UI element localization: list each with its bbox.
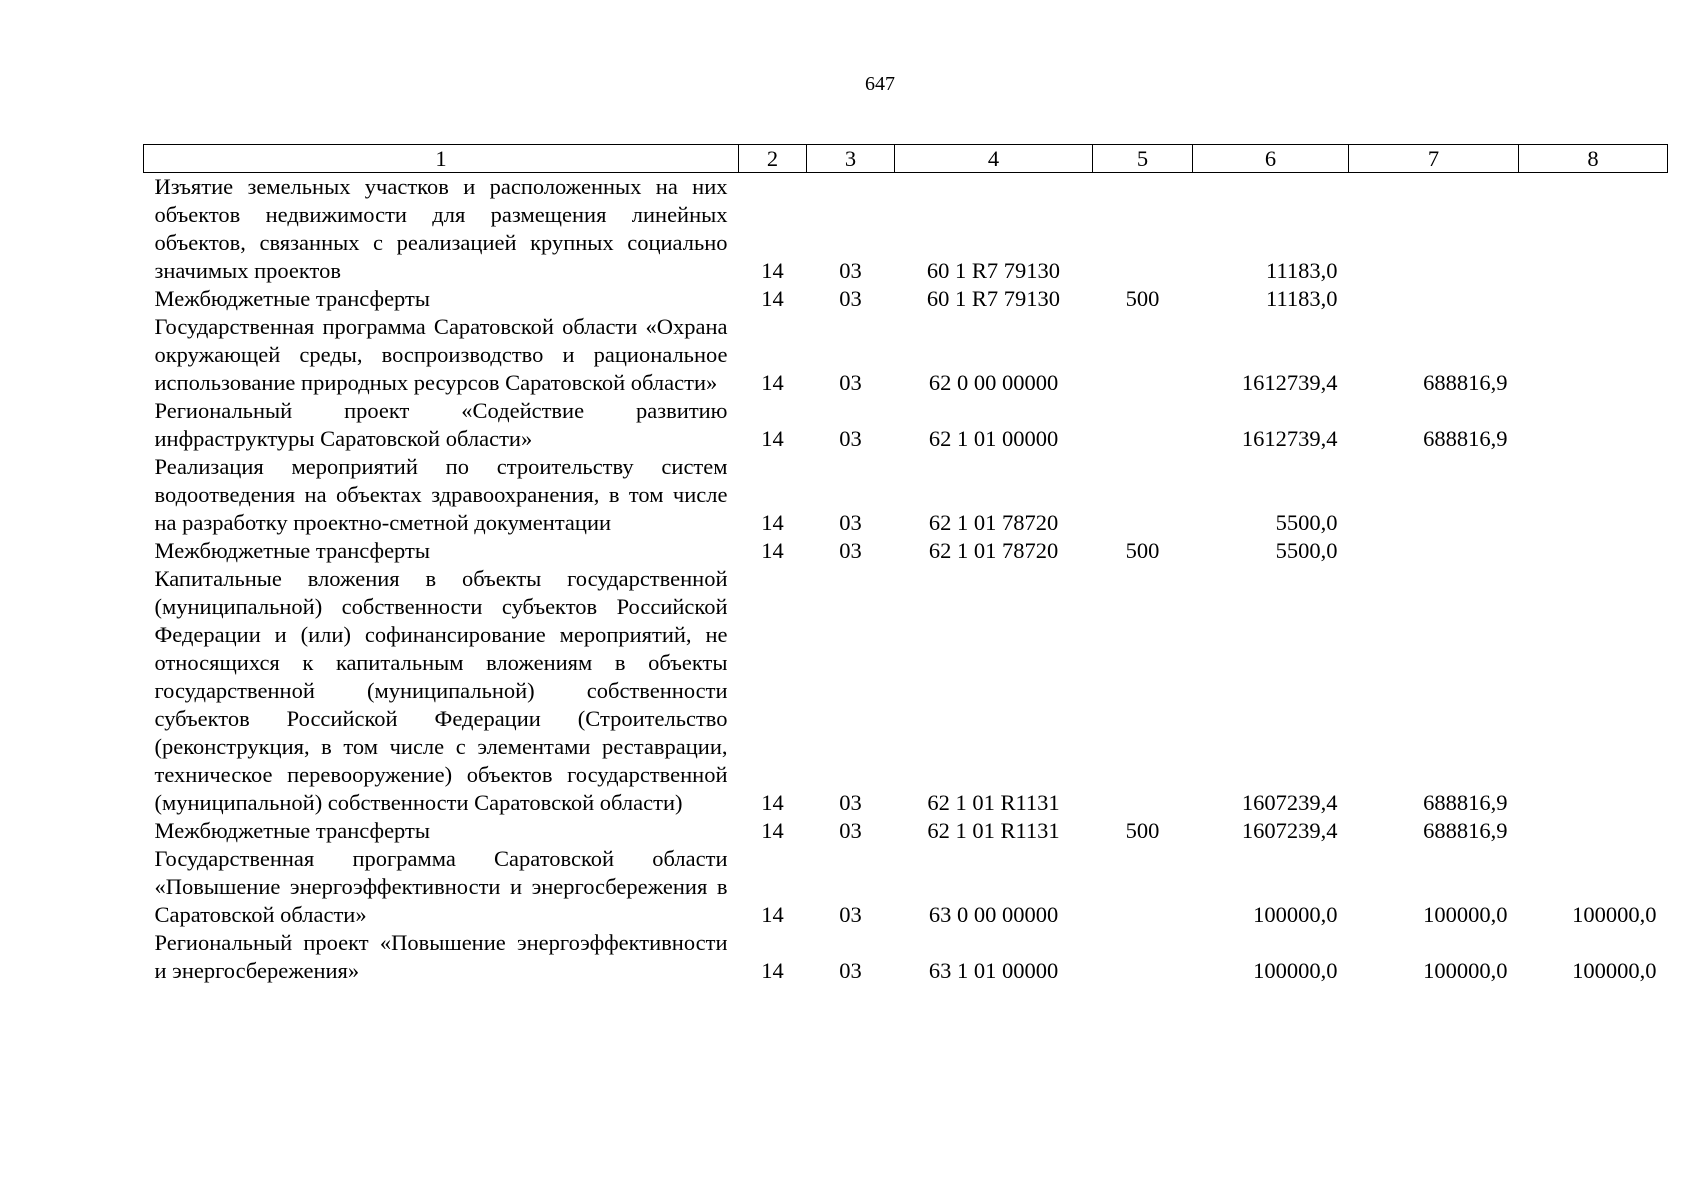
row-section: 14 [761, 426, 784, 451]
row-amount-8 [1519, 565, 1668, 817]
header-row [144, 145, 1668, 173]
row-expense-type [1093, 929, 1193, 985]
row-amount-7: 100000,0 [1423, 902, 1508, 927]
row-target-code: 62 0 00 00000 [928, 370, 1059, 395]
budget-table [143, 144, 1668, 985]
row-amount-8 [1519, 313, 1668, 397]
row-amount-7 [1349, 537, 1519, 565]
header-col-3: 3 [807, 145, 895, 173]
table-row [144, 845, 1668, 929]
row-section: 14 [761, 902, 784, 927]
row-target-code: 60 1 R7 79130 [926, 286, 1061, 311]
row-target-code: 63 0 00 00000 [928, 902, 1059, 927]
row-amount-8 [1519, 173, 1668, 286]
row-amount-8 [1519, 285, 1668, 313]
row-amount-6: 1612739,4 [1241, 426, 1338, 451]
row-amount-8 [1519, 537, 1668, 565]
row-amount-7: 688816,9 [1423, 370, 1508, 395]
row-subsection: 03 [839, 426, 862, 451]
row-section: 14 [761, 510, 784, 535]
table-header [144, 145, 1668, 173]
row-target-code: 63 1 01 00000 [928, 958, 1059, 983]
row-subsection: 03 [839, 818, 862, 843]
row-section: 14 [761, 958, 784, 983]
table-body [144, 173, 1668, 986]
row-name: Изъятие земельных участков и расположенных на них объектов недвижимости для размещения линейных объектов, связанных с реализацией крупных социально значимых проектов [154, 174, 728, 283]
row-target-code: 62 1 01 R1131 [927, 790, 1060, 815]
table-row [144, 929, 1668, 985]
row-expense-type [1093, 845, 1193, 929]
row-name: Капитальные вложения в объекты государственной (муниципальной) собственности субъектов Российской Федерации и (или) софинансирование мероприятий, не относящихся к капитальным вложениям в объекты государственной (муниципальной) собственности субъектов Российской Федерации (Строительство (реконструкция, в том числе с элементами реставрации, техническое перевооружение) объектов государственной (муниципальной) собственности Саратовской области) [154, 566, 728, 815]
row-section: 14 [761, 370, 784, 395]
row-amount-7: 688816,9 [1423, 790, 1508, 815]
row-amount-7: 688816,9 [1423, 426, 1508, 451]
row-target-code: 62 1 01 78720 [928, 510, 1059, 535]
row-section: 14 [761, 818, 784, 843]
row-section: 14 [761, 538, 784, 563]
row-subsection: 03 [839, 370, 862, 395]
table-row [144, 397, 1668, 453]
row-name: Региональный проект «Повышение энергоэффективности и энергосбережения» [154, 930, 728, 983]
row-name: Государственная программа Саратовской области «Повышение энергоэффективности и энергосбережения в Саратовской области» [154, 846, 728, 927]
row-section: 14 [761, 286, 784, 311]
row-amount-6: 11183,0 [1266, 286, 1338, 311]
table-row [144, 285, 1668, 313]
row-name: Реализация мероприятий по строительству систем водоотведения на объектах здравоохранения, в том числе на разработку проектно-сметной документации [154, 454, 728, 535]
row-section: 14 [761, 790, 784, 815]
row-expense-type [1093, 173, 1193, 286]
row-subsection: 03 [839, 286, 862, 311]
row-section: 14 [761, 258, 784, 283]
table-row [144, 565, 1668, 817]
table-row [144, 173, 1668, 286]
header-col-4: 4 [895, 145, 1093, 173]
row-amount-6: 100000,0 [1253, 902, 1338, 927]
header-col-2: 2 [739, 145, 807, 173]
row-subsection: 03 [839, 958, 862, 983]
row-expense-type [1093, 453, 1193, 537]
row-target-code: 62 1 01 R1131 [927, 818, 1060, 843]
row-amount-7 [1349, 173, 1519, 286]
row-name: Региональный проект «Содействие развитию инфраструктуры Саратовской области» [154, 398, 728, 451]
row-expense-type: 500 [1125, 818, 1160, 843]
table-row [144, 537, 1668, 565]
row-amount-8: 100000,0 [1572, 902, 1657, 927]
row-amount-6: 100000,0 [1253, 958, 1338, 983]
row-amount-6: 1607239,4 [1241, 790, 1338, 815]
row-name: Межбюджетные трансферты [154, 286, 430, 311]
row-name: Межбюджетные трансферты [154, 538, 430, 563]
row-target-code: 62 1 01 78720 [928, 538, 1059, 563]
header-col-6: 6 [1193, 145, 1349, 173]
row-subsection: 03 [839, 790, 862, 815]
row-target-code: 62 1 01 00000 [928, 426, 1059, 451]
row-expense-type [1093, 565, 1193, 817]
row-target-code: 60 1 R7 79130 [926, 258, 1061, 283]
row-amount-8 [1519, 397, 1668, 453]
header-col-7: 7 [1349, 145, 1519, 173]
table-row [144, 313, 1668, 397]
row-amount-7 [1349, 285, 1519, 313]
row-subsection: 03 [839, 902, 862, 927]
row-amount-6: 1607239,4 [1241, 818, 1338, 843]
row-amount-6: 5500,0 [1275, 538, 1338, 563]
row-expense-type: 500 [1125, 538, 1160, 563]
header-col-5: 5 [1093, 145, 1193, 173]
row-amount-6: 5500,0 [1275, 510, 1338, 535]
row-name: Межбюджетные трансферты [154, 818, 430, 843]
header-col-8: 8 [1519, 145, 1668, 173]
row-subsection: 03 [839, 258, 862, 283]
row-amount-7: 100000,0 [1423, 958, 1508, 983]
row-expense-type: 500 [1125, 286, 1160, 311]
row-expense-type [1093, 313, 1193, 397]
row-amount-6: 11183,0 [1266, 258, 1338, 283]
row-subsection: 03 [839, 538, 862, 563]
row-amount-7: 688816,9 [1423, 818, 1508, 843]
row-amount-8: 100000,0 [1572, 958, 1657, 983]
row-subsection: 03 [839, 510, 862, 535]
row-amount-8 [1519, 453, 1668, 537]
row-amount-7 [1349, 453, 1519, 537]
row-amount-8 [1519, 817, 1668, 845]
row-expense-type [1093, 397, 1193, 453]
page-number: 647 [865, 73, 895, 95]
header-col-1: 1 [144, 145, 739, 173]
row-name: Государственная программа Саратовской области «Охрана окружающей среды, воспроизводство и рациональное использование природных ресурсов Саратовской области» [154, 314, 728, 395]
row-amount-6: 1612739,4 [1241, 370, 1338, 395]
table-row [144, 453, 1668, 537]
table-row [144, 817, 1668, 845]
